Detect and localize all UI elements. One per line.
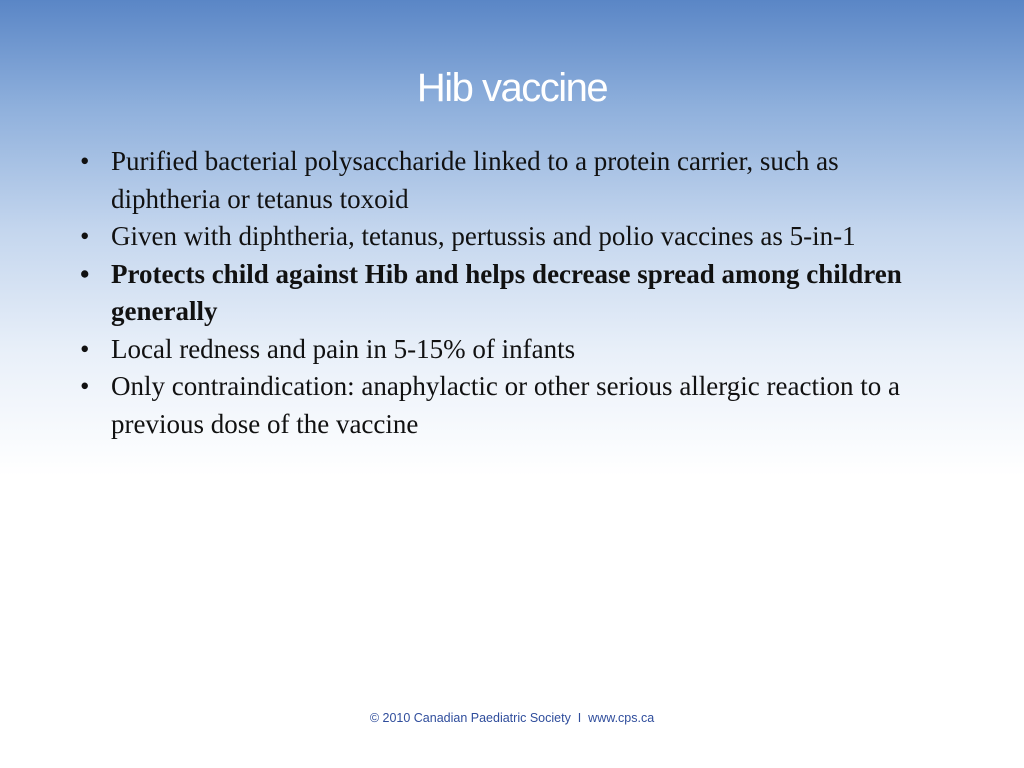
bullet-icon: • [80,258,90,289]
bullet-text: Protects child against Hib and helps decrease spread among children generally [111,258,902,326]
bullet-icon: • [80,146,90,176]
slide-title: Hib vaccine [416,66,608,110]
bullet-item [78,218,938,256]
bullet-icon: • [80,371,90,401]
bullet-text: Given with diphtheria, tetanus, pertussis and polio vaccines as 5-in-1 [111,221,856,251]
bullet-text: Purified bacterial polysaccharide linked to a protein carrier, such as diphtheria or tetanus toxoid [111,146,839,214]
copyright-footer: © 2010 Canadian Paediatric Society I www.cps.ca [369,711,655,725]
bullet-list [78,143,938,443]
bullet-icon: • [80,221,90,251]
bullet-text: Local redness and pain in 5-15% of infants [111,333,576,364]
bullet-text: Only contraindication: anaphylactic or other serious allergic reaction to a previous dose of the vaccine [111,371,900,439]
bullet-icon: • [80,333,90,364]
bullet-item [78,143,938,218]
bullet-item-emphasized [78,256,938,331]
bullet-item [78,331,938,369]
bullet-item [78,368,938,443]
